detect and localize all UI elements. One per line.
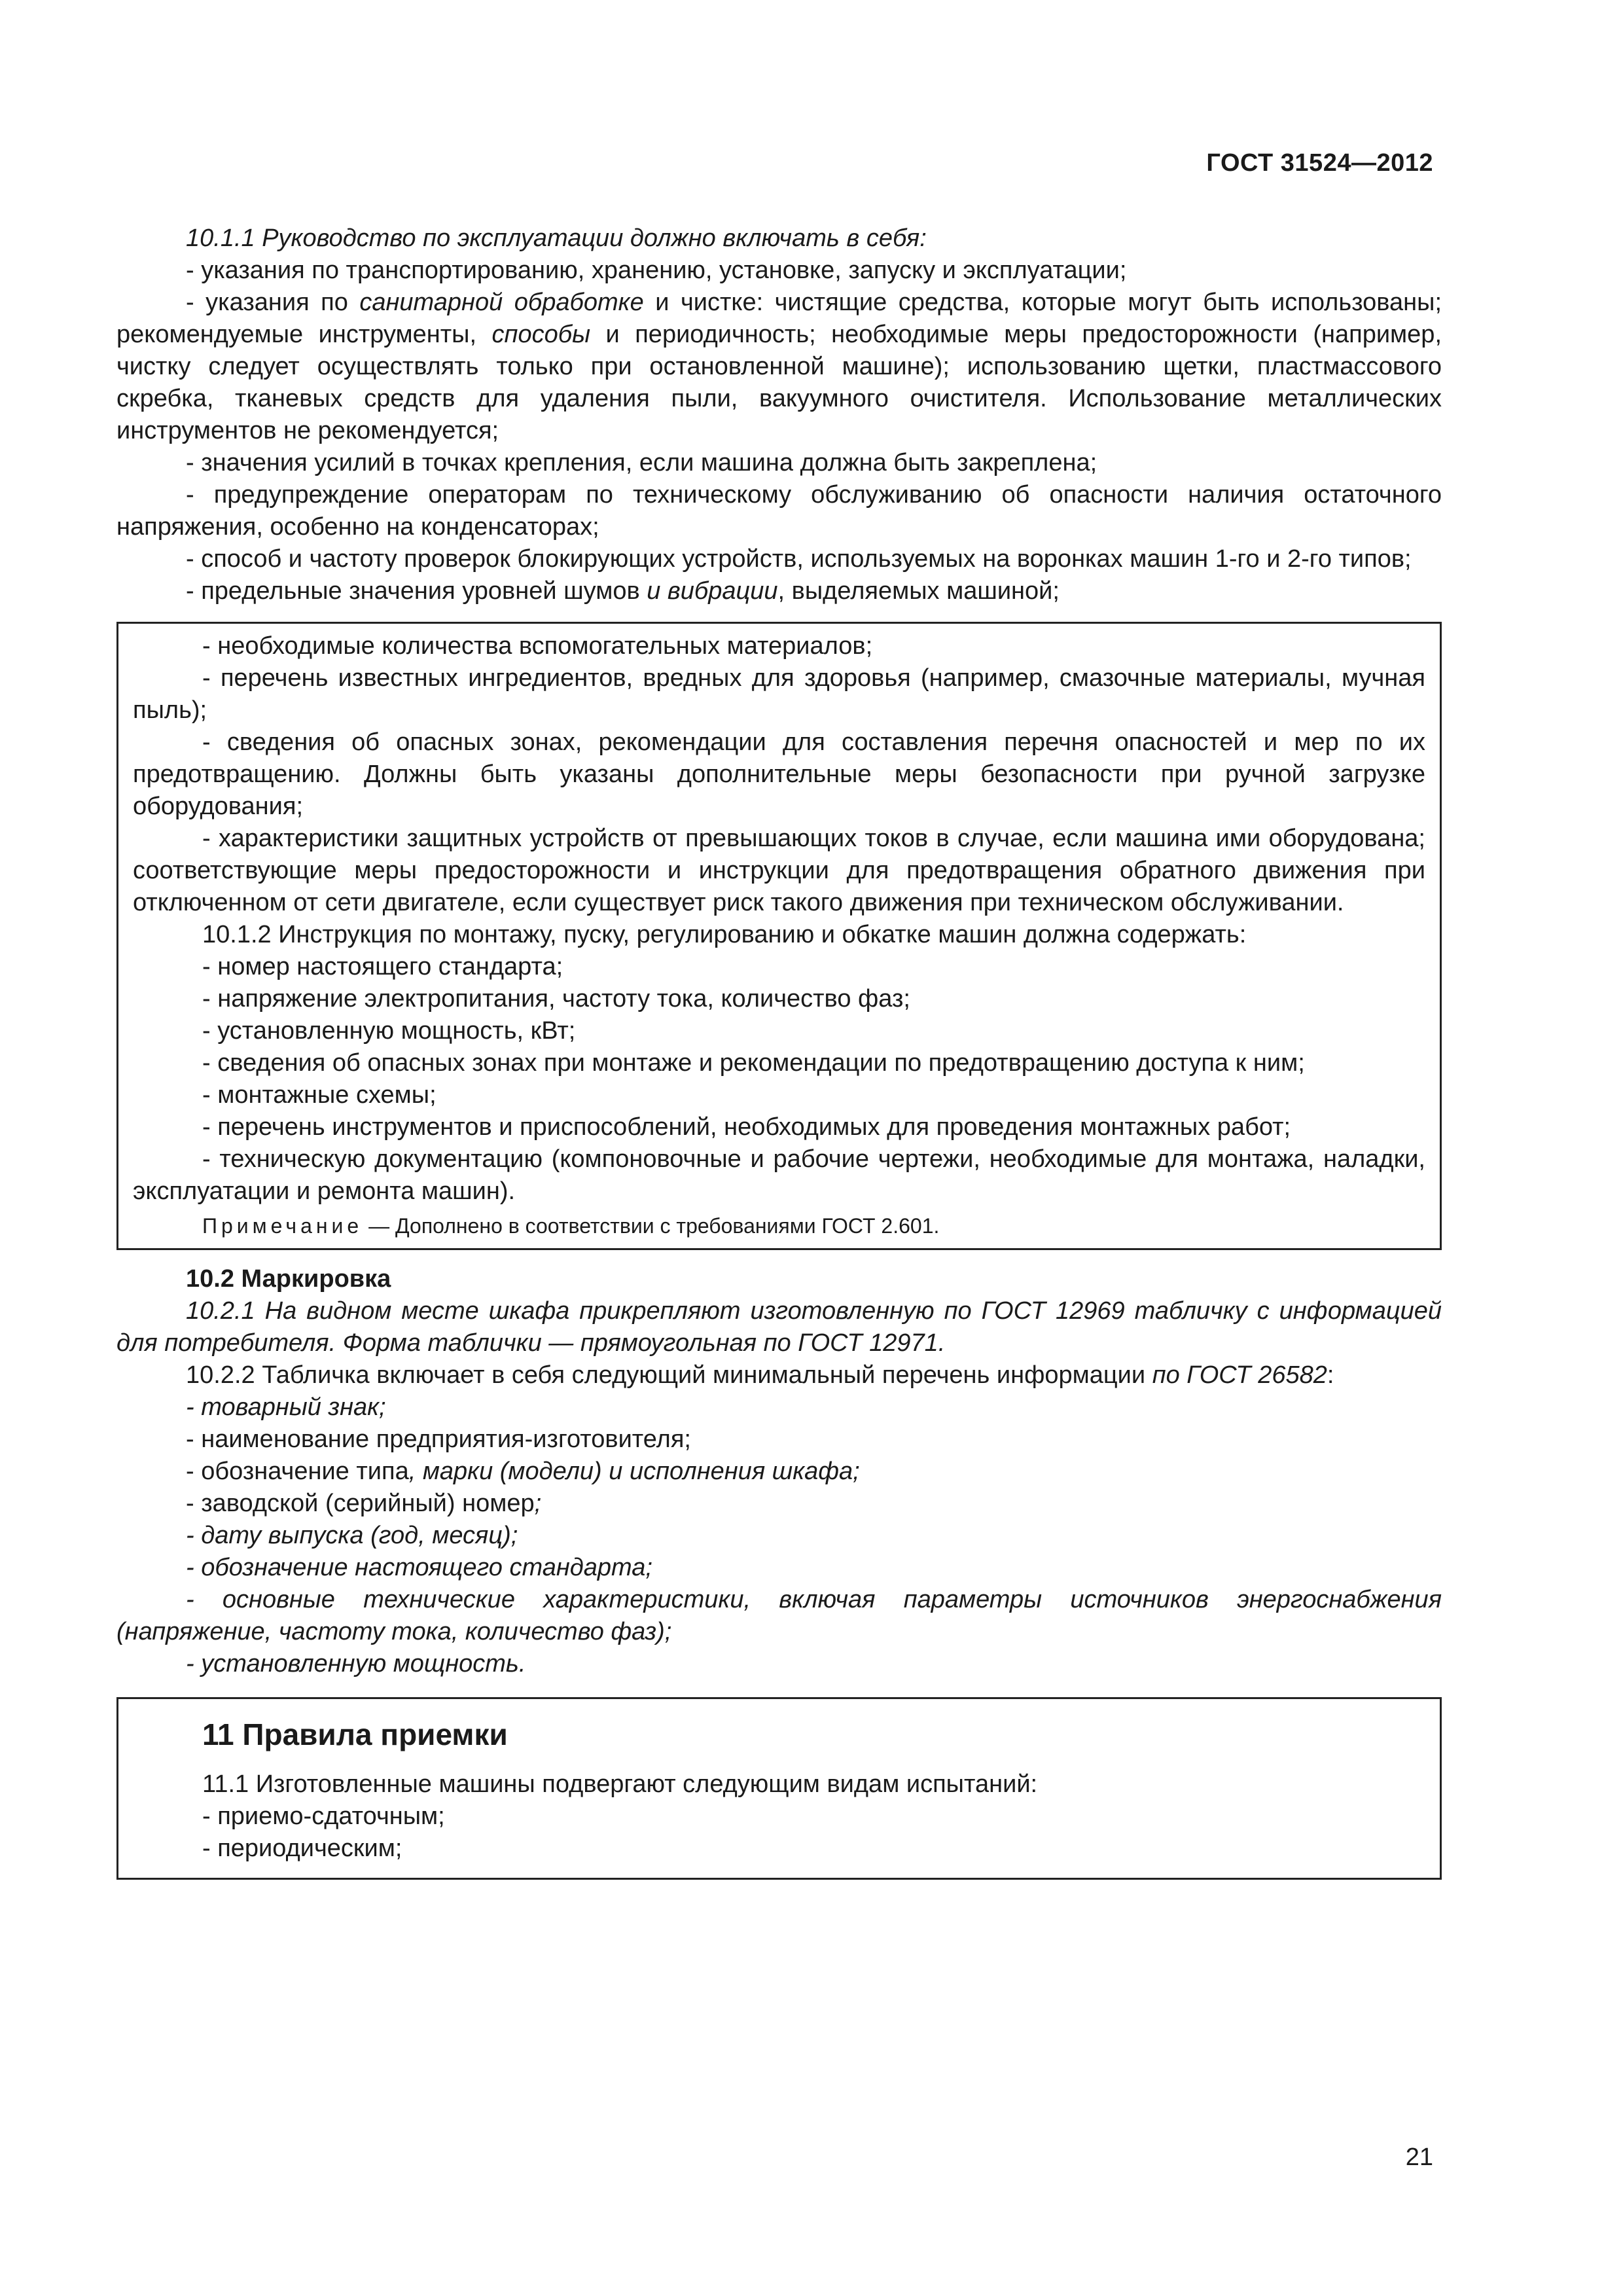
list-item: - указания по транспортированию, хранению, установке, запуску и эксплуатации; (186, 257, 1127, 284)
list-item: - значения усилий в точках крепления, если машина должна быть закреплена; (186, 449, 1097, 476)
list-item: - номер настоящего стандарта; (202, 953, 563, 980)
list-item: - обозначение типа, марки (модели) и исполнения шкафа; (186, 1458, 860, 1485)
list-item: - сведения об опасных зонах, рекомендации для составления перечня опасностей и мер по их предотвращению. Должны быть указаны дополнительные меры безопасности при ручной загрузке оборудования; (133, 728, 1425, 820)
section-title-10-2: 10.2 Маркировка (186, 1265, 391, 1293)
paragraph-11-1: 11.1 Изготовленные машины подвергают следующим видам испытаний: (202, 1770, 1038, 1798)
note (133, 1211, 1425, 1240)
list-item: - периодическим; (202, 1835, 402, 1862)
list-item-sanitary: - указания по санитарной обработке и чистке: чистящие средства, которые могут быть использованы; рекомендуемые инструменты, способы и периодичность; необходимые меры предосторожности (например, чистку следует осуществлять только при остановленной машине); использованию щетки, пластмассового скребка, тканевых средств для удаления пыли, вакуумного очистителя. Использование металлических инструментов не рекомендуется; (116, 289, 1442, 444)
page-content (116, 223, 1442, 1880)
paragraph-10-1-1: 10.1.1 Руководство по эксплуатации должно включать в себя: (186, 224, 927, 252)
list-item: - установленную мощность, кВт; (202, 1017, 576, 1045)
list-item: - монтажные схемы; (202, 1081, 437, 1109)
list-item: - товарный знак; (186, 1393, 386, 1421)
note-text: — Дополнено в соответствии с требованиями ГОСТ 2.601. (363, 1214, 940, 1238)
list-item: - напряжение электропитания, частоту тока, количество фаз; (202, 985, 910, 1013)
section-11-box (116, 1697, 1442, 1880)
list-item: - обозначение настоящего стандарта; (186, 1554, 652, 1581)
list-item: - основные технические характеристики, включая параметры источников энергоснабжения (напряжение, частоту тока, количество фаз); (116, 1586, 1442, 1645)
document-header: ГОСТ 31524—2012 (1206, 149, 1433, 177)
list-item: - дату выпуска (год, месяц); (186, 1522, 518, 1549)
paragraph-10-2-2: 10.2.2 Табличка включает в себя следующий минимальный перечень информации по ГОСТ 26582: (186, 1361, 1334, 1389)
list-item: - сведения об опасных зонах при монтаже и рекомендации по предотвращению доступа к ним; (202, 1049, 1305, 1077)
list-item-noise: - предельные значения уровней шумов и вибрации, выделяемых машиной; (186, 577, 1060, 605)
list-item: - перечень известных ингредиентов, вредных для здоровья (например, смазочные материалы, мучная пыль); (133, 664, 1425, 724)
paragraph-10-2-1: 10.2.1 На видном месте шкафа прикрепляют изготовленную по ГОСТ 12969 табличку с информацией для потребителя. Форма таблички — прямоугольная по ГОСТ 12971. (116, 1297, 1442, 1357)
list-item: - перечень инструментов и приспособлений, необходимых для проведения монтажных работ; (202, 1113, 1291, 1141)
list-item: - приемо-сдаточным; (202, 1803, 445, 1830)
page-number: 21 (1405, 2144, 1433, 2171)
list-item: - заводской (серийный) номер; (186, 1490, 542, 1517)
amendment-box (116, 622, 1442, 1250)
list-item: - техническую документацию (компоновочные и рабочие чертежи, необходимые для монтажа, наладки, эксплуатации и ремонта машин). (133, 1145, 1425, 1205)
list-item: - способ и частоту проверок блокирующих устройств, используемых на воронках машин 1-го и 2-го типов; (186, 545, 1412, 573)
list-item: - характеристики защитных устройств от превышающих токов в случае, если машина ими оборудована; соответствующие меры предосторожности и инструкции для предотвращения обратного движения при отключенном от сети двигателе, если существует риск такого движения при техническом обслуживании. (133, 825, 1425, 916)
list-item: - установленную мощность. (186, 1650, 526, 1677)
paragraph-10-1-2: 10.1.2 Инструкция по монтажу, пуску, регулированию и обкатке машин должна содержать: (202, 921, 1247, 948)
list-item: - наименование предприятия-изготовителя; (186, 1426, 691, 1453)
list-item: - предупреждение операторам по техническому обслуживанию об опасности наличия остаточного напряжения, особенно на конденсаторах; (116, 481, 1442, 541)
section-title-11: 11 Правила приемки (202, 1717, 508, 1751)
list-item: - необходимые количества вспомогательных материалов; (202, 632, 873, 660)
note-label: Примечание (202, 1214, 363, 1238)
